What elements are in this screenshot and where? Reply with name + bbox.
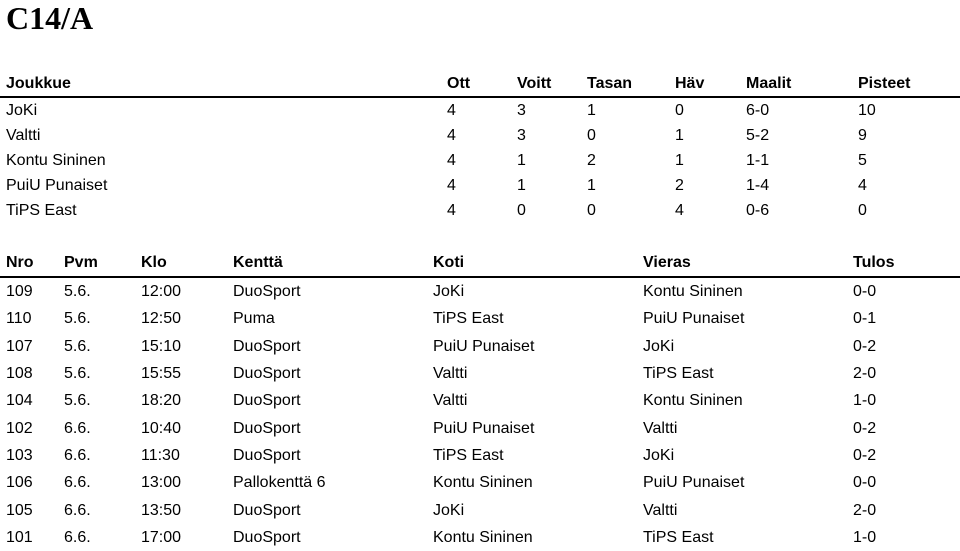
game-time: 11:30 — [141, 446, 180, 464]
table-row — [0, 333, 960, 360]
game-field: DuoSport — [233, 501, 301, 519]
wins: 1 — [517, 177, 526, 194]
team-name: PuiU Punaiset — [6, 177, 108, 194]
home-team: Kontu Sininen — [433, 474, 533, 492]
game-date: 5.6. — [64, 310, 91, 328]
game-time: 17:00 — [141, 528, 182, 546]
game-time: 10:40 — [141, 419, 182, 437]
game-time: 13:00 — [141, 474, 182, 492]
wins: 3 — [517, 127, 526, 144]
home-team: Valtti — [433, 365, 468, 383]
draws: 1 — [587, 177, 596, 194]
game-time: 13:50 — [141, 501, 182, 519]
away-team: Kontu Sininen — [643, 392, 743, 410]
table-row — [0, 173, 960, 198]
game-date: 6.6. — [64, 474, 91, 492]
game-date: 5.6. — [64, 283, 91, 301]
game-date: 6.6. — [64, 528, 91, 546]
header-away: Vieras — [643, 248, 853, 277]
game-result: 0-0 — [853, 283, 877, 301]
game-date: 6.6. — [64, 501, 91, 519]
table-row — [0, 198, 960, 223]
table-row — [0, 148, 960, 173]
header-goals: Maalit — [746, 70, 858, 97]
losses: 2 — [675, 177, 684, 194]
header-played: Ott — [447, 70, 517, 97]
table-row — [0, 123, 960, 148]
game-date: 6.6. — [64, 419, 91, 437]
team-name: Kontu Sininen — [6, 152, 106, 169]
team-name: TiPS East — [6, 202, 77, 219]
header-draws: Tasan — [587, 70, 675, 97]
losses: 0 — [675, 102, 684, 119]
header-team: Joukkue — [0, 70, 447, 97]
game-field: DuoSport — [233, 283, 301, 301]
header-date: Pvm — [64, 248, 141, 277]
goals: 1-1 — [746, 152, 770, 169]
game-result: 0-1 — [853, 310, 877, 328]
team-name: JoKi — [6, 102, 38, 119]
home-team: Kontu Sininen — [433, 528, 533, 546]
table-row — [0, 360, 960, 387]
game-date: 5.6. — [64, 365, 91, 383]
games-table — [0, 248, 960, 551]
game-result: 1-0 — [853, 392, 877, 410]
away-team: JoKi — [643, 337, 675, 355]
played: 4 — [447, 152, 456, 169]
table-row — [0, 387, 960, 414]
game-result: 2-0 — [853, 365, 877, 383]
game-number: 101 — [6, 528, 33, 546]
away-team: PuiU Punaiset — [643, 310, 745, 328]
game-number: 105 — [6, 501, 33, 519]
points: 9 — [858, 127, 867, 144]
goals: 6-0 — [746, 102, 770, 119]
wins: 3 — [517, 102, 526, 119]
game-field: DuoSport — [233, 528, 301, 546]
game-time: 12:00 — [141, 283, 182, 301]
table-row — [0, 277, 960, 305]
away-team: JoKi — [643, 446, 675, 464]
header-home: Koti — [433, 248, 643, 277]
game-result: 0-0 — [853, 474, 877, 492]
away-team: Valtti — [643, 501, 678, 519]
team-name: Valtti — [6, 127, 41, 144]
game-date: 5.6. — [64, 392, 91, 410]
points: 4 — [858, 177, 867, 194]
home-team: TiPS East — [433, 310, 504, 328]
game-number: 102 — [6, 419, 33, 437]
losses: 4 — [675, 202, 684, 219]
points: 10 — [858, 102, 876, 119]
goals: 1-4 — [746, 177, 770, 194]
game-time: 12:50 — [141, 310, 182, 328]
game-date: 5.6. — [64, 337, 91, 355]
table-row — [0, 442, 960, 469]
home-team: PuiU Punaiset — [433, 419, 535, 437]
draws: 0 — [587, 127, 596, 144]
standings-header-row — [0, 70, 960, 97]
home-team: TiPS East — [433, 446, 504, 464]
game-result: 2-0 — [853, 501, 877, 519]
game-time: 18:20 — [141, 392, 182, 410]
goals: 5-2 — [746, 127, 770, 144]
table-row — [0, 496, 960, 523]
game-field: DuoSport — [233, 392, 301, 410]
away-team: Valtti — [643, 419, 678, 437]
away-team: Kontu Sininen — [643, 283, 743, 301]
game-result: 0-2 — [853, 446, 877, 464]
standings-table — [0, 70, 960, 223]
game-number: 106 — [6, 474, 33, 492]
losses: 1 — [675, 152, 684, 169]
game-date: 6.6. — [64, 446, 91, 464]
game-time: 15:55 — [141, 365, 182, 383]
game-field: Pallokenttä 6 — [233, 474, 326, 492]
game-field: Puma — [233, 310, 275, 328]
home-team: PuiU Punaiset — [433, 337, 535, 355]
game-result: 1-0 — [853, 528, 877, 546]
game-number: 107 — [6, 337, 33, 355]
draws: 1 — [587, 102, 596, 119]
played: 4 — [447, 102, 456, 119]
header-points: Pisteet — [858, 70, 960, 97]
header-number: Nro — [0, 248, 64, 277]
table-row — [0, 414, 960, 441]
game-time: 15:10 — [141, 337, 182, 355]
game-number: 110 — [6, 310, 32, 328]
away-team: TiPS East — [643, 528, 714, 546]
draws: 0 — [587, 202, 596, 219]
header-time: Klo — [141, 248, 233, 277]
home-team: JoKi — [433, 283, 465, 301]
page-title: C14/A — [6, 0, 94, 36]
played: 4 — [447, 202, 456, 219]
home-team: Valtti — [433, 392, 468, 410]
header-field: Kenttä — [233, 248, 433, 277]
game-number: 108 — [6, 365, 33, 383]
games-header-row — [0, 248, 960, 277]
points: 0 — [858, 202, 867, 219]
points: 5 — [858, 152, 867, 169]
home-team: JoKi — [433, 501, 465, 519]
wins: 1 — [517, 152, 526, 169]
draws: 2 — [587, 152, 596, 169]
away-team: TiPS East — [643, 365, 714, 383]
game-field: DuoSport — [233, 446, 301, 464]
away-team: PuiU Punaiset — [643, 474, 745, 492]
game-number: 103 — [6, 446, 33, 464]
header-wins: Voitt — [517, 70, 587, 97]
losses: 1 — [675, 127, 684, 144]
table-row — [0, 524, 960, 551]
table-row — [0, 469, 960, 496]
table-row — [0, 97, 960, 123]
game-result: 0-2 — [853, 337, 877, 355]
game-field: DuoSport — [233, 337, 301, 355]
played: 4 — [447, 177, 456, 194]
game-result: 0-2 — [853, 419, 877, 437]
game-number: 109 — [6, 283, 33, 301]
header-result: Tulos — [853, 248, 960, 277]
header-losses: Häv — [675, 70, 746, 97]
wins: 0 — [517, 202, 526, 219]
game-number: 104 — [6, 392, 33, 410]
game-field: DuoSport — [233, 365, 301, 383]
goals: 0-6 — [746, 202, 770, 219]
played: 4 — [447, 127, 456, 144]
table-row — [0, 305, 960, 332]
game-field: DuoSport — [233, 419, 301, 437]
